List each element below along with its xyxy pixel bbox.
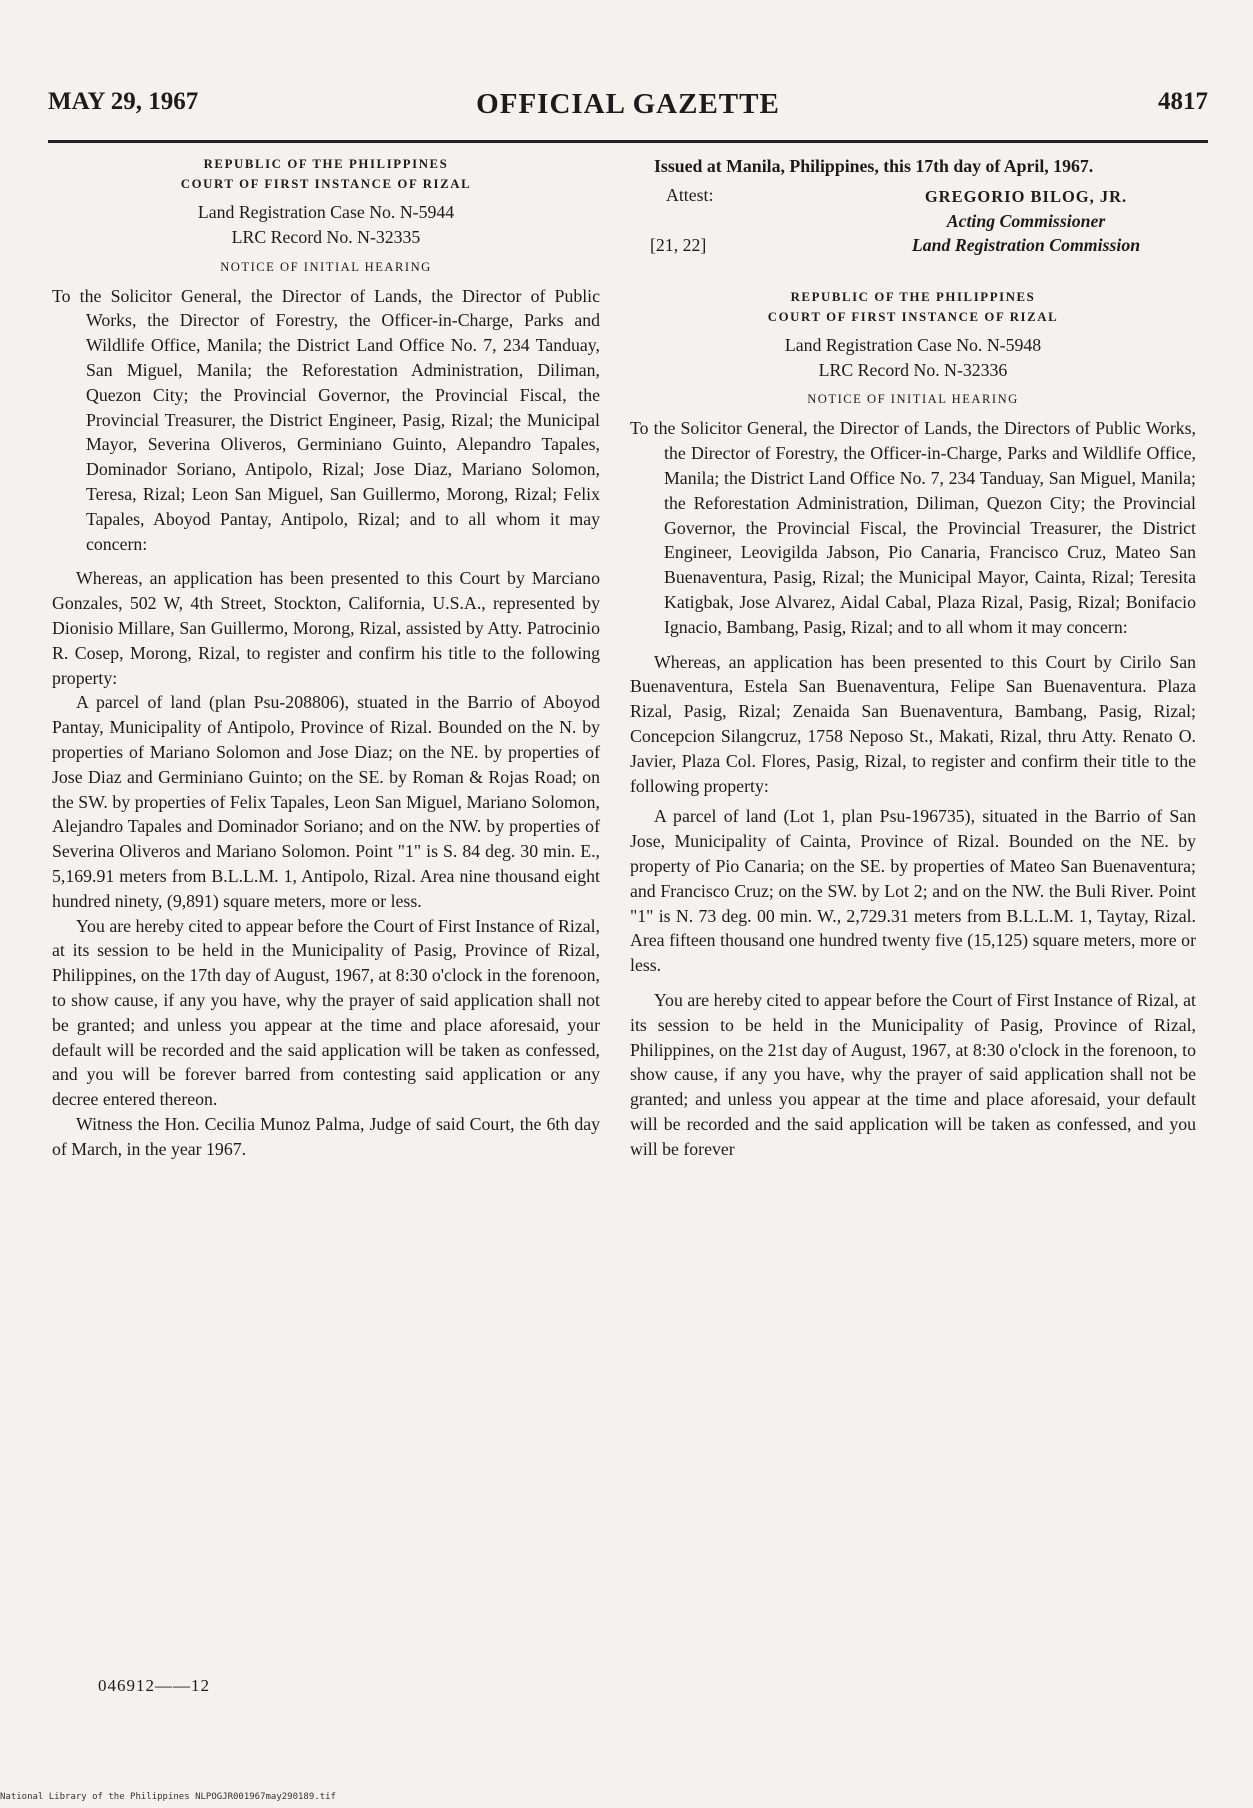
notice-title-2: NOTICE OF INITIAL HEARING [807,392,1019,407]
signature-block [630,185,1196,259]
whereas-paragraph-2: Whereas, an application has been presented to this Court by Cirilo San Buenaventura, Estela San Buenaventura, Felipe San Buenaventura. Plaza Rizal, Pasig, Rizal; Zenaida San Buenaventura, Bambang, Pasig, Rizal; Concepcion Silangcruz, 1758 Neposo St., Makati, Rizal, thru Atty. Renato O. Javier, Plaza Col. Flores, Pasig, Rizal, to register and confirm their title to the following property: [630,651,1196,796]
right-column [630,154,1196,1162]
page-header [48,88,1208,124]
print-code: 046912——12 [98,1676,210,1695]
parcel-paragraph-2: A parcel of land (Lot 1, plan Psu-196735), situated in the Barrio of San Jose, Municipality of Cainta, Province of Rizal. Bounded on the NE. by property of Pio Canaria; on the SE. by properties of Mateo San Buenaventura; and Francisco Cruz; on the SW. by Lot 2; and on the NW. the Buli River. Point "1" is N. 73 deg. 00 min. W., 2,729.31 meters from B.L.L.M. 1, Taytay, Rizal. Area fifteen thousand one hundred twenty five (15,125) square meters, more or less. [630,806,1196,976]
addressees: To the Solicitor General, the Director of Lands, the Director of Public Works, the Director of Forestry, the Officer-in-Charge, Parks and Wildlife Office, Manila; the District Land Office No. 7, 234 Tanduay, San Miguel, Manila; the Reforestation Administration, Diliman, Quezon City; the Provincial Governor, the Provincial Fiscal, the Provincial Treasurer, the District Engineer, Pasig, Rizal; the Municipal Mayor, Severina Oliveros, Germiniano Guinto, Alepandro Tapales, Dominador Soriano, Antipolo, Rizal; Jose Diaz, Mariano Solomon, Teresa, Rizal; Leon San Miguel, San Guillermo, Morong, Rizal; Felix Tapales, Aboyod Pantay, Antipolo, Rizal; and to all whom it may concern: [52,285,600,554]
notice-title: NOTICE OF INITIAL HEARING [220,259,432,274]
republic-heading-2: REPUBLIC OF THE PHILIPPINES [790,289,1036,304]
signer-office: Land Registration Commission [911,234,1141,255]
publication-title: OFFICIAL GAZETTE [476,88,780,120]
witness-paragraph: Witness the Hon. Cecilia Munoz Palma, Judge of said Court, the 6th day of March, in the year 1967. [52,1113,600,1159]
issued-line: Issued at Manila, Philippines, this 17th day of April, 1967. [654,156,1094,176]
issue-reference: [21, 22] [650,234,707,255]
whereas-paragraph: Whereas, an application has been presented to this Court by Marciano Gonzales, 502 W, 4th Street, Stockton, California, U.S.A., represented by Dionisio Millare, San Guillermo, Morong, Rizal, assisted by Atty. Patrocinio R. Cosep, Morong, Rizal, to register and confirm his title to the following property: [52,568,600,688]
cited-paragraph: You are hereby cited to appear before the Court of First Instance of Rizal, at its session to be held in the Municipality of Pasig, Province of Rizal, Philippines, on the 17th day of August, 1967, at 8:30 o'clock in the forenoon, to show cause, if any you have, why the prayer of said application shall not be granted; and unless you appear at the time and place aforesaid, your default will be recorded and the said application will be taken as confessed, and you will be forever barred from contesting said application or any decree entered thereon. [52,915,600,1110]
case-number: Land Registration Case No. N-5944 [197,202,455,222]
library-scan-note: National Library of the Philippines NLPOGJR001967may290189.tif [0,1792,336,1802]
court-heading: COURT OF FIRST INSTANCE OF RIZAL [180,177,472,191]
case-number-2: Land Registration Case No. N-5948 [784,334,1042,355]
left-column [52,154,600,1161]
header-rule [48,140,1208,143]
addressees-2: To the Solicitor General, the Director of Lands, the Directors of Public Works, the Director of Forestry, the Officer-in-Charge, Parks and Wildlife Office, Manila; the District Land Office No. 7, 234 Tanduay, San Miguel, Manila; the Reforestation Administration, Diliman, Quezon City; the Provincial Governor, the Provincial Fiscal, the Provincial Treasurer, the District Engineer, Leovigilda Jabson, Pio Canaria, Francisco Cruz, Mateo San Buenaventura, Pasig, Rizal; the Municipal Mayor, Cainta, Rizal; Teresita Katigbak, Jose Alvarez, Aidal Cabal, Plaza Rizal, Pasig, Rizal; Bonifacio Ignacio, Bambang, Pasig, Rizal; and to all whom it may concern: [630,418,1196,637]
lrc-record-2: LRC Record No. N-32336 [818,359,1008,380]
attest-label: Attest: [666,184,714,205]
lrc-record: LRC Record No. N-32335 [231,226,421,247]
signer-role: Acting Commissioner [946,210,1106,231]
page-number: 4817 [1158,88,1208,115]
issue-date: MAY 29, 1967 [48,88,199,115]
cited-paragraph-2: You are hereby cited to appear before the Court of First Instance of Rizal, at its session to be held in the Municipality of Pasig, Province of Rizal, Philippines, on the 21st day of August, 1967, at 8:30 o'clock in the forenoon, to show cause, if any you have, why the prayer of said application shall not be granted; and unless you appear at the time and place aforesaid, your default will be recorded and the said application will be taken as confessed, and you will be forever [630,989,1196,1159]
signer-name: GREGORIO BILOG, JR. [924,186,1128,206]
republic-heading: REPUBLIC OF THE PHILIPPINES [203,157,449,171]
court-heading-2: COURT OF FIRST INSTANCE OF RIZAL [767,309,1059,324]
parcel-paragraph: A parcel of land (plan Psu-208806), stuated in the Barrio of Aboyod Pantay, Municipality of Antipolo, Province of Rizal. Bounded on the N. by properties of Mariano Solomon and Jose Diaz; on the NE. by properties of Jose Diaz and Germiniano Guinto; on the SE. by Roman & Rojas Road; on the SW. by properties of Felix Tapales, Leon San Miguel, Mariano Solomon, Alejandro Tapales and Dominador Soriano; and on the NW. by properties of Severina Oliveros and Mariano Solomon. Point "1" is S. 84 deg. 30 min. E., 5,169.91 meters from B.L.L.M. 1, Antipolo, Rizal. Area nine thousand eight hundred ninety, (9,891) square meters, more or less. [52,692,600,911]
